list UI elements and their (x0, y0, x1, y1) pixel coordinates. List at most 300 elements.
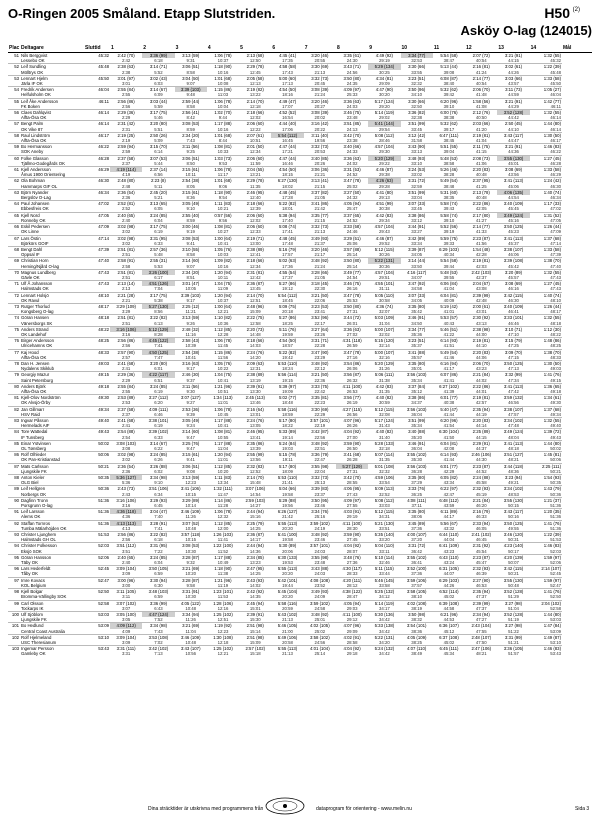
cumulative-time: 50:07 (508, 560, 519, 566)
split-time: 2:11 (75) (465, 144, 497, 150)
placing: 95 (8, 554, 20, 560)
cumulative-time: 28:30 (346, 525, 358, 531)
cumulative-time: 30:58 (379, 297, 390, 303)
competitor-name: Ingvar Påsson (20, 418, 84, 424)
split-time: 5:43 (102) (271, 611, 303, 617)
split-time: 5:36 (127) (110, 475, 142, 481)
split-time: 3:36 (105) (497, 646, 529, 652)
split-time: 3:27 (64) (304, 326, 336, 332)
split-time: 3:36 (99) (142, 53, 174, 59)
split-time: 2:55 (84) (110, 87, 142, 93)
cumulative-time: 15:16 (249, 514, 261, 520)
cumulative-time: 41:48 (475, 92, 487, 98)
cumulative-time: 32:50 (411, 103, 423, 109)
cumulative-time: 41:01 (443, 309, 455, 315)
split-time: 3:31 (99) (497, 634, 529, 640)
cumulative-time: 35:01 (411, 366, 423, 372)
cumulative-time: 48:36 (508, 468, 519, 474)
split-time: 3:29 (89) (175, 497, 207, 503)
cumulative-time: 33:54 (379, 480, 390, 486)
placing: 96 (8, 566, 20, 572)
split-time: 3:05 (100) (110, 611, 142, 617)
split-time: 3:51 (112) (110, 543, 142, 549)
split-time: 3:21 (50) (304, 372, 336, 378)
split-time: 1:21 (96) (207, 383, 239, 389)
cumulative-time: 10:14 (185, 503, 197, 509)
cumulative-time: 41:22 (443, 331, 455, 337)
cumulative-time: 26:06 (346, 366, 358, 372)
cumulative-time: 25:16 (314, 514, 326, 520)
split-time: 3:35 (80) (401, 475, 433, 481)
split-time: 1:01 (68) (207, 132, 239, 138)
split-time: 3:22 (82) (142, 532, 174, 538)
cumulative-time: 26:01 (346, 320, 358, 326)
split-time: 3:39 (103) (175, 292, 207, 298)
cumulative-time: 34:42 (379, 617, 390, 623)
cumulative-time: 24:32 (346, 195, 358, 201)
split-time: 3:58 (102) (304, 634, 336, 640)
split-time: 2:51 (81) (110, 315, 142, 321)
cumulative-time: 9:44 (218, 115, 228, 121)
split-time: 3:31 (72) (401, 543, 433, 549)
cumulative-time: 10:16 (217, 126, 229, 132)
cumulative-time: 6:59 (154, 571, 163, 577)
split-time: 3:34 (98) (142, 475, 174, 481)
split-time: 5:03 (109) (368, 315, 400, 321)
competitor-name: Paul Johansen (20, 201, 84, 207)
split-time: 2:20 (83) (465, 349, 497, 355)
cumulative-time: 47:25 (508, 343, 519, 349)
total-time: 51:36 (84, 497, 110, 503)
split-time: 3:16 (106) (110, 326, 142, 332)
cumulative-time: 46:11 (550, 103, 561, 109)
split-time: 2:56 (86) (110, 532, 142, 538)
split-time: 2:57 (102) (239, 646, 271, 652)
cumulative-time: 6:14 (154, 149, 163, 155)
cumulative-time: 36:41 (411, 560, 423, 566)
split-time: 3:52 (128) (497, 589, 529, 595)
cumulative-time: 10:48 (185, 525, 197, 531)
cumulative-time: 48:04 (508, 434, 519, 440)
cumulative-time: 49:55 (508, 525, 519, 531)
cumulative-time: 25:53 (346, 297, 358, 303)
cumulative-time: 40:43 (443, 320, 455, 326)
cumulative-time: 5:21 (154, 195, 163, 201)
split-time: 6:27 (130) (271, 178, 303, 184)
split-time: 2:51 (81) (110, 269, 142, 275)
split-time: 1:17 (88) (207, 440, 239, 446)
cumulative-time: 36:25 (411, 491, 423, 497)
cumulative-time: 7:43 (154, 628, 163, 634)
cumulative-time: 50:06 (550, 457, 561, 463)
cumulative-time: 24:58 (314, 605, 326, 611)
split-time: 3:51 (85) (336, 121, 368, 127)
split-time: 5:49 (106) (271, 634, 303, 640)
cumulative-time: 48:25 (550, 343, 561, 349)
cumulative-time: 17:21 (282, 149, 293, 155)
cumulative-time: 44:37 (475, 446, 487, 452)
cumulative-time: 30:36 (379, 263, 390, 269)
placing: 69 (8, 258, 20, 264)
split-time: 3:01 (47) (175, 281, 207, 287)
cumulative-time: 18:59 (282, 411, 293, 417)
split-time: 3:43 (117) (497, 509, 529, 515)
cumulative-time: 45:06 (508, 183, 519, 189)
cumulative-time: 8:58 (186, 69, 195, 75)
split-time: 3:38 (86) (401, 212, 433, 218)
split-time: 4:05 (94) (336, 201, 368, 207)
competitor-club: Eksjö SOK (21, 548, 42, 554)
split-time: 3:56 (103) (401, 463, 433, 469)
cumulative-time: 3:16 (121, 503, 131, 509)
split-time: 5:55 (113) (271, 566, 303, 572)
split-time: 3:03 (66) (497, 75, 529, 81)
competitor-name: Anders Björk (20, 383, 84, 389)
cumulative-time: 8:58 (186, 252, 195, 258)
split-time: 5:56 (114) (271, 372, 303, 378)
competitor-name: Rutger Thorlud (20, 303, 84, 309)
split-time: 1:58 (56) (465, 98, 497, 104)
split-time: 5:41 (100) (271, 532, 303, 538)
cumulative-time: 10:33 (217, 149, 229, 155)
split-time: 4:41 (80) (368, 189, 400, 195)
cumulative-time: 9:17 (186, 366, 195, 372)
placing: 86 (8, 452, 20, 458)
split-time: 3:00 (96) (110, 577, 142, 583)
competitor-club: Alfta-Ösa OK (21, 388, 47, 394)
cumulative-time: 46:05 (475, 525, 487, 531)
placing: 71 (8, 281, 20, 287)
cumulative-time: 13:34 (217, 480, 229, 486)
cumulative-time: 51:53 (550, 537, 561, 543)
split-time: 3:05 (49) (175, 201, 207, 207)
cumulative-time: 39:04 (443, 149, 455, 155)
split-time: 2:25 (79) (239, 520, 271, 526)
split-time: 3:02 (98) (110, 452, 142, 458)
split-time: 3:46 (109) (175, 509, 207, 515)
split-time: 3:57 (118) (175, 532, 207, 538)
cumulative-time: 29:28 (379, 183, 390, 189)
cumulative-time: 45:02 (443, 594, 455, 600)
split-time: 1:32 (55) (530, 110, 562, 116)
cumulative-time: 10:48 (185, 639, 197, 645)
cumulative-time: 50:21 (550, 468, 561, 474)
cumulative-time: 24:56 (346, 69, 358, 75)
split-time: 4:57 (104) (368, 224, 400, 230)
cumulative-time: 46:14 (550, 115, 561, 121)
split-time: 2:30 (92) (465, 315, 497, 321)
cumulative-time: 26:16 (346, 286, 358, 292)
competitor-club: Oppsal IF (21, 252, 40, 258)
placing: 70 (8, 269, 20, 275)
split-time: 2:13 (68) (239, 53, 271, 59)
split-time: 5:45 (104) (271, 589, 303, 595)
column-header: 5 (239, 44, 271, 53)
cumulative-time: 35:34 (411, 377, 423, 383)
cumulative-time: 11:26 (185, 514, 196, 520)
cumulative-time: 41:15 (475, 149, 487, 155)
split-time: 2:43 (73) (110, 486, 142, 492)
cumulative-time: 15:18 (249, 651, 261, 657)
cumulative-time: 46:17 (550, 138, 561, 144)
cumulative-time: 33:58 (379, 582, 390, 588)
column-header: 9 (368, 44, 400, 53)
cumulative-time: 9:56 (218, 217, 228, 223)
placing: 84 (8, 429, 20, 435)
cumulative-time: 30:20 (379, 92, 390, 98)
split-time: 4:45 (41) (271, 53, 303, 59)
cumulative-time: 17:37 (282, 274, 293, 280)
cumulative-time: 10:11 (217, 274, 229, 280)
cumulative-time: 34:10 (411, 92, 423, 98)
placing-spacer (8, 651, 20, 656)
split-time: 4:55 (101) (368, 281, 400, 287)
split-time: 3:52 (96) (304, 315, 336, 321)
split-time: 2:04 (55) (239, 167, 271, 173)
cumulative-time: 45:16 (508, 217, 519, 223)
cumulative-time: 34:37 (411, 400, 423, 406)
split-time: 4:02 (91) (336, 634, 368, 640)
split-time: 2:20 (83) (465, 167, 497, 173)
split-time: 3:39 (108) (497, 258, 529, 264)
split-time: 3:33 (76) (401, 486, 433, 492)
cumulative-time: 11:01 (217, 457, 229, 463)
split-time: 2:24 (88) (465, 475, 497, 481)
competitor-club: Norbergs OK (21, 491, 47, 497)
cumulative-time: 10:39 (185, 343, 197, 349)
cumulative-time: 38:10 (411, 594, 423, 600)
cumulative-time: 38:35 (443, 195, 455, 201)
cumulative-time: 8:51 (186, 274, 195, 280)
cumulative-time: 33:45 (411, 126, 423, 132)
cumulative-time: 45:32 (550, 58, 561, 64)
cumulative-time: 52:50 (550, 594, 561, 600)
split-time: 2:39 (91) (239, 611, 271, 617)
cumulative-time: 38:32 (411, 617, 423, 623)
split-time: 2:39 (99) (465, 600, 497, 606)
split-time: 3:39 (87) (401, 246, 433, 252)
split-time: 3:41 (88) (401, 349, 433, 355)
cumulative-time: 34:07 (411, 274, 423, 280)
competitor-name: Einar Ystvinsen (20, 440, 84, 446)
split-time: 5:48 (53) (433, 155, 465, 161)
split-time: 4:59 (106) (368, 475, 400, 481)
split-time: 3:29 (51) (336, 235, 368, 241)
placing: 56 (8, 110, 20, 116)
split-time: 1:38 (70) (530, 349, 562, 355)
cumulative-time: 25:14 (346, 252, 358, 258)
cumulative-time: 32:32 (379, 468, 390, 474)
split-time: 3:46 (91) (401, 315, 433, 321)
split-time: 3:29 (93) (142, 497, 174, 503)
total-time: 52:03 (84, 543, 110, 549)
cumulative-time: 6:01 (154, 366, 163, 372)
split-time: 5:54 (58) (433, 53, 465, 59)
split-time: 2:23 (87) (465, 554, 497, 560)
cumulative-time: 50:16 (508, 514, 519, 520)
column-header: 8 (336, 44, 368, 53)
cumulative-time: 9:37 (186, 377, 195, 383)
cumulative-time: 45:42 (508, 263, 519, 269)
split-time: 1:31 (52) (530, 212, 562, 218)
split-time: 2:56 (86) (110, 98, 142, 104)
competitor-name: Bo Hedlund (20, 623, 84, 629)
cumulative-time: 3:31 (121, 651, 131, 657)
split-time: 2:50 (45) (497, 121, 529, 127)
cumulative-time: 13:21 (249, 172, 261, 178)
split-time: 3:59 (102) (304, 520, 336, 526)
cumulative-time: 13:00 (249, 240, 261, 246)
split-time: 2:40 (65) (110, 212, 142, 218)
cumulative-time: 9:10 (186, 206, 195, 212)
split-time: 2:32 (93) (465, 486, 497, 492)
cumulative-time: 48:21 (508, 457, 519, 463)
split-time: 3:42 (115) (497, 292, 529, 298)
cumulative-time: 38:28 (443, 172, 455, 178)
split-time: 3:04 (47) (142, 509, 174, 515)
cumulative-time: 10:20 (185, 571, 197, 577)
split-time: 1:44 (80) (530, 611, 562, 617)
split-time: 2:44 (94) (239, 509, 271, 515)
split-time: 2:36 (54) (110, 463, 142, 469)
competitor-club: Hermelads AIF (21, 423, 50, 429)
cumulative-time: 45:02 (443, 639, 455, 645)
cumulative-time: 25:13 (314, 480, 326, 486)
cumulative-time: 48:21 (475, 651, 487, 657)
split-time: 6:22 (97) (433, 486, 465, 492)
split-time: 2:48 (107) (465, 634, 497, 640)
cumulative-time: 23:52 (314, 582, 326, 588)
cumulative-time: 23:41 (314, 309, 326, 315)
cumulative-time: 10:20 (217, 468, 229, 474)
column-header: 1 (110, 44, 142, 53)
cumulative-time: 20:45 (314, 81, 326, 87)
split-time: 2:19 (82) (239, 87, 271, 93)
split-time: 2:42 (92) (239, 589, 271, 595)
split-time: 1:38 (70) (530, 258, 562, 264)
placing: 57 (8, 121, 20, 127)
split-time: 2:19 (81) (465, 132, 497, 138)
split-time: 1:04 (75) (207, 372, 239, 378)
split-time: 3:56 (103) (401, 372, 433, 378)
competitor-club: Åmus 1900 Orientering (21, 172, 66, 178)
split-time: 3:34 (76) (304, 509, 336, 515)
cumulative-time: 49:34 (550, 411, 561, 417)
split-time: 4:47 (44) (271, 155, 303, 161)
cumulative-time: 44:17 (443, 514, 455, 520)
split-time: 3:33 (75) (304, 383, 336, 389)
cumulative-time: 47:39 (550, 252, 561, 258)
split-time: 1:20 (94) (207, 452, 239, 458)
split-time: 3:55 (102) (401, 554, 433, 560)
split-time: 2:09 (63) (239, 360, 271, 366)
split-time: 4:49 (47) (271, 98, 303, 104)
split-time: 3:42 (115) (497, 566, 529, 572)
cumulative-time: 44:04 (443, 537, 455, 543)
cumulative-time: 7:52 (154, 617, 163, 623)
cumulative-time: 27:02 (346, 331, 358, 337)
total-time: 50:21 (84, 463, 110, 469)
cumulative-time: 47:27 (475, 617, 487, 623)
split-time: 3:59 (132) (497, 395, 529, 401)
split-time: 2:59 (103) (239, 497, 271, 503)
cumulative-time: 36:04 (411, 446, 423, 452)
split-time: 3:31 (71) (304, 338, 336, 344)
cumulative-time: 17:48 (282, 240, 293, 246)
cumulative-time: 27:43 (346, 491, 358, 497)
cumulative-time: 12:42 (249, 274, 261, 280)
cumulative-time: 41:54 (443, 423, 455, 429)
split-time: 2:29 (36) (110, 372, 142, 378)
cumulative-time: 13:46 (249, 400, 261, 406)
cumulative-time: 21:17 (314, 252, 326, 258)
cumulative-time: 31:38 (379, 377, 390, 383)
cumulative-time: 14:36 (249, 548, 261, 554)
cumulative-time: 9:06 (218, 183, 228, 189)
competitor-name: Mats Carlsson (20, 463, 84, 469)
split-time: 3:28 (87) (175, 554, 207, 560)
split-time: 3:34 (77) (401, 326, 433, 332)
cumulative-time: 8:05 (186, 183, 195, 189)
split-time: 3:21 (91) (497, 53, 529, 59)
placing: 58 (8, 132, 20, 138)
cumulative-time: 3:05 (121, 617, 131, 623)
split-time: 1:48 (86) (530, 338, 562, 344)
split-time: 5:31 (60) (433, 189, 465, 195)
competitor-name: Göran Hansen (20, 315, 84, 321)
cumulative-time: 9:08 (186, 468, 195, 474)
competitor-club: USC Theresianum (21, 639, 57, 645)
split-time: 1:20 (35) (530, 509, 562, 515)
cumulative-time: 28:07 (346, 548, 358, 554)
cumulative-time: 21:42 (282, 514, 293, 520)
cumulative-time: 38:38 (443, 115, 455, 121)
split-time: 5:38 (94) (271, 212, 303, 218)
split-time: 2:34 (20) (175, 132, 207, 138)
split-time: 5:54 (58) (433, 258, 465, 264)
cumulative-time: 42:47 (443, 491, 455, 497)
cumulative-time: 30:26 (379, 252, 390, 258)
cumulative-time: 29:54 (379, 126, 390, 132)
total-time: 50:02 (84, 440, 110, 446)
split-time: 3:48 (92) (304, 611, 336, 617)
cumulative-time: 46:30 (550, 183, 561, 189)
cumulative-time: 9:41 (186, 457, 195, 463)
split-time: 3:43 (71) (336, 64, 368, 70)
split-time: 4:47 (124) (142, 611, 174, 617)
split-time: 2:01 (50) (239, 144, 271, 150)
placing: 76 (8, 338, 20, 344)
split-time: 3:51 (99) (401, 418, 433, 424)
split-time: 2:54 (38) (175, 349, 207, 355)
cumulative-time: 38:45 (443, 138, 455, 144)
cumulative-time: 17:28 (282, 195, 293, 201)
cumulative-time: 15:48 (249, 480, 261, 486)
cumulative-time: 6:17 (154, 274, 163, 280)
split-time: 3:17 (75) (142, 110, 174, 116)
cumulative-time: 27:16 (346, 354, 358, 360)
cumulative-time: 47:40 (550, 263, 561, 269)
total-time: 47:40 (84, 258, 110, 264)
cumulative-time: 20:02 (314, 115, 326, 121)
competitor-name: Kjell Bolgar (20, 589, 84, 595)
cumulative-time: 20:20 (282, 525, 293, 531)
split-time: 2:37 (58) (110, 155, 142, 161)
split-time: 5:27 (129) (336, 463, 368, 469)
cumulative-time: 24:52 (346, 172, 358, 178)
split-time: 6:07 (86) (433, 372, 465, 378)
cumulative-time: 2:19 (121, 138, 131, 144)
